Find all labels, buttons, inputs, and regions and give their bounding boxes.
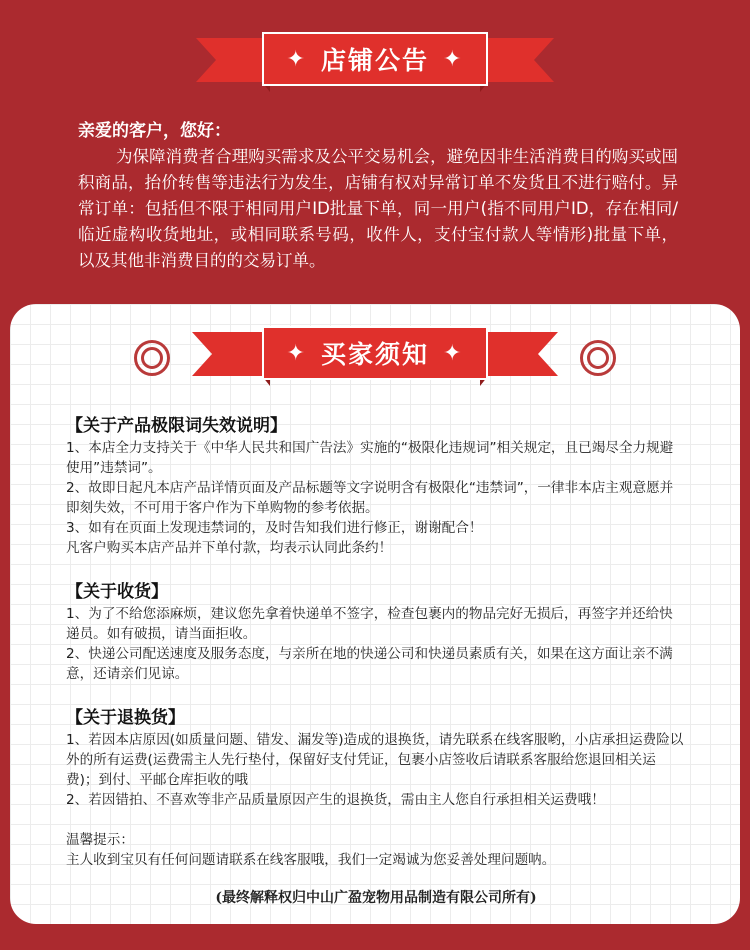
section-limit-words [66, 414, 686, 558]
section-receiving [66, 580, 686, 684]
section-line: 2、快递公司配送速度及服务态度，与亲所在地的快递公司和快递员素质有关，如果在这方面让亲不满意，还请亲们见谅。 [66, 646, 673, 682]
star-icon: ✦ [443, 46, 464, 72]
buyer-notice-content [66, 414, 686, 908]
star-icon: ✦ [286, 46, 307, 72]
section-returns [66, 706, 686, 810]
star-icon: ✦ [286, 340, 307, 366]
section-line: 2、故即日起凡本店产品详情页面及产品标题等文字说明含有极限化“违禁词”，一律非本店主观意愿并即刻失效，不可用于客户作为下单购物的参考依据。 [66, 480, 674, 516]
section-line: 1、本店全力支持关于《中华人民共和国广告法》实施的“极限化违规词”相关规定，且已竭尽全力规避使用”违禁词”。 [66, 440, 674, 476]
tip-label: 温馨提示： [66, 832, 134, 848]
buyer-title-box [262, 326, 488, 380]
notice-greeting: 亲爱的客户，您好： [78, 121, 231, 141]
notice-body: 为保障消费者合理购买需求及公平交易机会，避免因非生活消费目的购买或囤积商品，抬价转售等违法行为发生，店铺有权对异常订单不发货且不进行赔付。异常订单：包括但不限于相同用户ID批量下单，同一用户(指不同用户ID，存在相同/临近虚构收货地址，或相同联系号码，收件人，支付宝付款人等情形)批量下单，以及其他非消费目的的交易订单。 [78, 147, 678, 270]
section-line: 凡客户购买本店产品并下单付款，均表示认同此条约！ [66, 540, 393, 556]
header-title: 店铺公告 [320, 46, 429, 75]
star-icon: ✦ [443, 340, 464, 366]
header-ribbon [0, 18, 750, 108]
section-line: 1、为了不给您添麻烦，建议您先拿着快递单不签字，检查包裹内的物品完好无损后，再签字并还给快递员。如有破损，请当面拒收。 [66, 606, 673, 642]
section-line: 2、若因错拍、不喜欢等非产品质量原因产生的退换货，需由主人您自行承担相关运费哦！ [66, 792, 605, 808]
section-heading: 【关于产品极限词失效说明】 [66, 416, 287, 436]
tip-text: 主人收到宝贝有任何问题请联系在线客服哦，我们一定竭诚为您妥善处理问题呐。 [66, 852, 556, 868]
footer-note: (最终解释权归中山广盈宠物用品制造有限公司所有) [215, 890, 537, 906]
store-notice [78, 118, 678, 274]
section-heading: 【关于收货】 [66, 582, 168, 602]
header-title-box [262, 32, 488, 86]
section-line: 1、若因本店原因(如质量问题、错发、漏发等)造成的退换货，请先联系在线客服哟，小店承担运费险以外的所有运费(运费需主人先行垫付，保留好支付凭证，包裹小店签收后请联系客服给您退回相关运费)；到付、平邮仓库拒收的哦 [66, 732, 684, 788]
section-line: 3、如有在页面上发现违禁词的，及时告知我们进行修正，谢谢配合！ [66, 520, 483, 536]
buyer-ribbon [0, 312, 750, 402]
section-heading: 【关于退换货】 [66, 708, 185, 728]
buyer-title: 买家须知 [320, 340, 429, 369]
